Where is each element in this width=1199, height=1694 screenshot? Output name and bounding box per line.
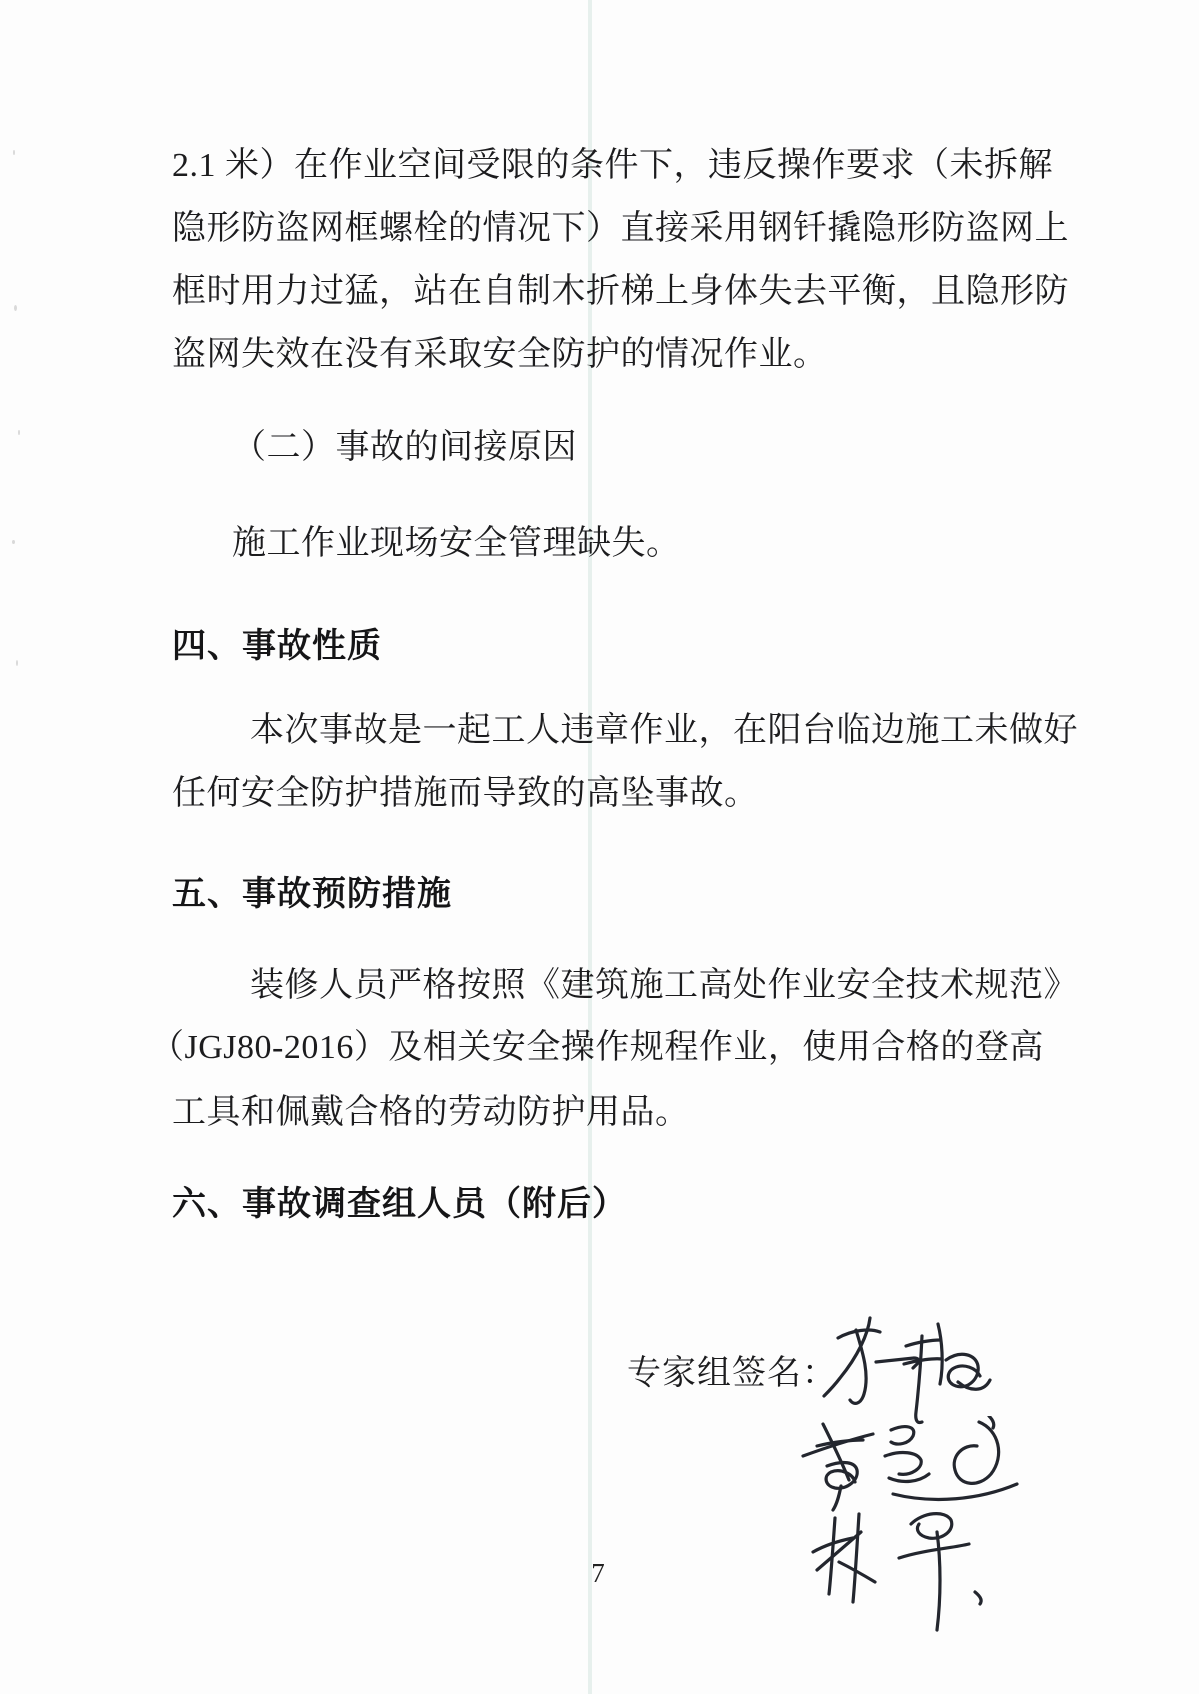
para-direct-cause-line-3: 框时用力过猛，站在自制木折梯上身体失去平衡，且隐形防 xyxy=(172,273,1069,310)
para-section4-line-1: 本次事故是一起工人违章作业，在阳台临边施工未做好 xyxy=(250,712,1078,749)
para-direct-cause-line-4: 盗网失效在没有采取安全防护的情况作业。 xyxy=(172,336,828,373)
heading-section-5-prevention-measures: 五、事故预防措施 xyxy=(172,875,452,913)
para-section5-line-1: 装修人员严格按照《建筑施工高处作业安全技术规范》 xyxy=(250,967,1078,1004)
para-section5-line-2: （JGJ80-2016）及相关安全操作规程作业，使用合格的登高 xyxy=(150,1029,1044,1066)
scan-fold-line xyxy=(588,0,592,1694)
para-section4-line-2: 任何安全防护措施而导致的高坠事故。 xyxy=(172,775,759,812)
expert-group-signature-label: 专家组签名： xyxy=(627,1355,837,1392)
heading-section-4-accident-nature: 四、事故性质 xyxy=(172,627,382,665)
scan-speckle xyxy=(14,305,17,311)
para-indirect-cause: 施工作业现场安全管理缺失。 xyxy=(232,525,681,562)
para-direct-cause-line-2: 隐形防盗网框螺栓的情况下）直接采用钢钎撬隐形防盗网上 xyxy=(172,210,1069,247)
scan-speckle xyxy=(18,430,20,435)
subheading-indirect-cause: （二）事故的间接原因 xyxy=(232,429,577,466)
scan-speckle xyxy=(16,660,18,666)
page-number: 7 xyxy=(591,1558,605,1588)
para-direct-cause-line-1: 2.1 米）在作业空间受限的条件下，违反操作要求（未拆解 xyxy=(172,147,1053,184)
scan-speckle xyxy=(13,150,15,155)
heading-section-6-investigation-team: 六、事故调查组人员（附后） xyxy=(172,1185,627,1223)
para-section5-line-3: 工具和佩戴合格的劳动防护用品。 xyxy=(172,1094,690,1131)
handwritten-signature-3 xyxy=(803,1506,998,1641)
scan-speckle xyxy=(12,540,15,544)
